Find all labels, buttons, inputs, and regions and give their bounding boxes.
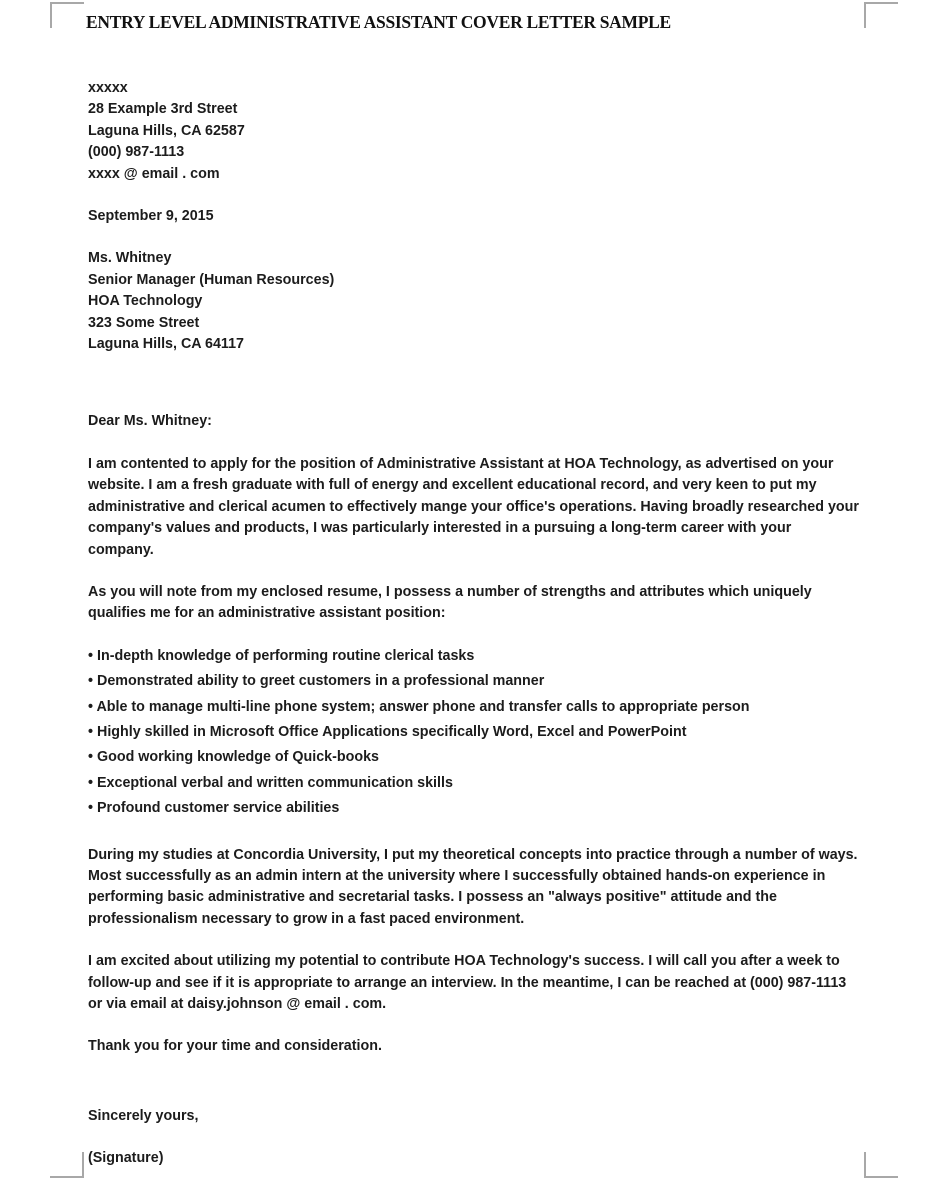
list-item-label: Profound customer service abilities — [97, 800, 340, 817]
bullet-marker-icon: • — [88, 774, 94, 791]
letter-body — [88, 78, 860, 1170]
bullet-marker-icon: • — [88, 673, 94, 690]
bullet-marker-icon: • — [88, 698, 94, 715]
list-item-label: In-depth knowledge of performing routine clerical tasks — [97, 647, 475, 664]
crop-mark-top-left-icon — [50, 2, 84, 28]
recipient-address-block — [88, 248, 860, 355]
recipient-company: HOA Technology — [88, 293, 203, 310]
sender-city-state-zip: Laguna Hills, CA 62587 — [88, 122, 245, 139]
crop-mark-bottom-right-icon — [864, 1152, 898, 1178]
list-item-label: Highly skilled in Microsoft Office Applications specifically Word, Excel and PowerPoint — [97, 723, 687, 740]
list-item — [88, 722, 860, 743]
list-item — [88, 773, 860, 794]
paragraph-strengths-intro: As you will note from my enclosed resume, I possess a number of strengths and attributes which uniquely qualifies me for an administrative assistant position: — [88, 583, 812, 622]
salutation: Dear Ms. Whitney: — [88, 413, 212, 430]
sender-phone: (000) 987-1113 — [88, 144, 185, 161]
recipient-title: Senior Manager (Human Resources) — [88, 271, 335, 288]
crop-mark-bottom-left-icon — [50, 1152, 84, 1178]
letter-date-text: September 9, 2015 — [88, 208, 214, 225]
list-item — [88, 671, 860, 692]
bullet-marker-icon: • — [88, 800, 94, 817]
recipient-city-state-zip: Laguna Hills, CA 64117 — [88, 336, 245, 353]
list-item-label: Demonstrated ability to greet customers in a professional manner — [97, 673, 545, 690]
list-item-label: Good working knowledge of Quick-books — [97, 749, 379, 766]
sender-name: xxxxx — [88, 80, 128, 96]
sender-address-block — [88, 78, 860, 185]
list-item — [88, 646, 860, 667]
paragraph-experience: During my studies at Concordia University, I put my theoretical concepts into practice through a number of ways. Most successfully as an admin intern at the university where I successfully obtained hands-on experience in performing basic administrative and secretarial tasks. I possess an "always positive" attitude and the professionalism necessary to grow in a fast paced environment. — [88, 846, 858, 927]
page-title: ENTRY LEVEL ADMINISTRATIVE ASSISTANT COVER LETTER SAMPLE — [86, 12, 671, 32]
list-item — [88, 798, 860, 819]
signature-placeholder: (Signature) — [88, 1150, 164, 1167]
list-item — [88, 747, 860, 768]
recipient-street: 323 Some Street — [88, 314, 200, 331]
sender-email: xxxx @ email . com — [88, 165, 220, 182]
bullet-marker-icon: • — [88, 647, 94, 664]
letter-date — [88, 206, 860, 227]
signoff-closing: Sincerely yours, — [88, 1107, 199, 1124]
sender-street: 28 Example 3rd Street — [88, 101, 238, 118]
bullet-marker-icon: • — [88, 723, 94, 740]
recipient-name: Ms. Whitney — [88, 250, 172, 267]
qualifications-list — [88, 646, 860, 820]
list-item-label: Exceptional verbal and written communication skills — [97, 774, 453, 791]
list-item-label: Able to manage multi-line phone system; answer phone and transfer calls to appropriate person — [96, 698, 750, 715]
paragraph-thanks: Thank you for your time and consideration. — [88, 1038, 382, 1055]
paragraph-opening: I am contented to apply for the position of Administrative Assistant at HOA Technology, as advertised on your website. I am a fresh graduate with full of energy and excellent educational record, and very keen to put my administrative and clerical acumen to effectively mange your office's operations. Having broadly researched your company's values and products, I was particularly interested in a pursuing a long-term career with your company. — [88, 455, 859, 558]
list-item — [88, 697, 860, 718]
paragraph-closing-action: I am excited about utilizing my potential to contribute HOA Technology's success. I will call you after a week to follow-up and see if it is appropriate to arrange an interview. In the meantime, I can be reached at (000) 987-1113 or via email at daisy.johnson @ email . com. — [88, 953, 847, 1012]
bullet-marker-icon: • — [88, 749, 94, 766]
